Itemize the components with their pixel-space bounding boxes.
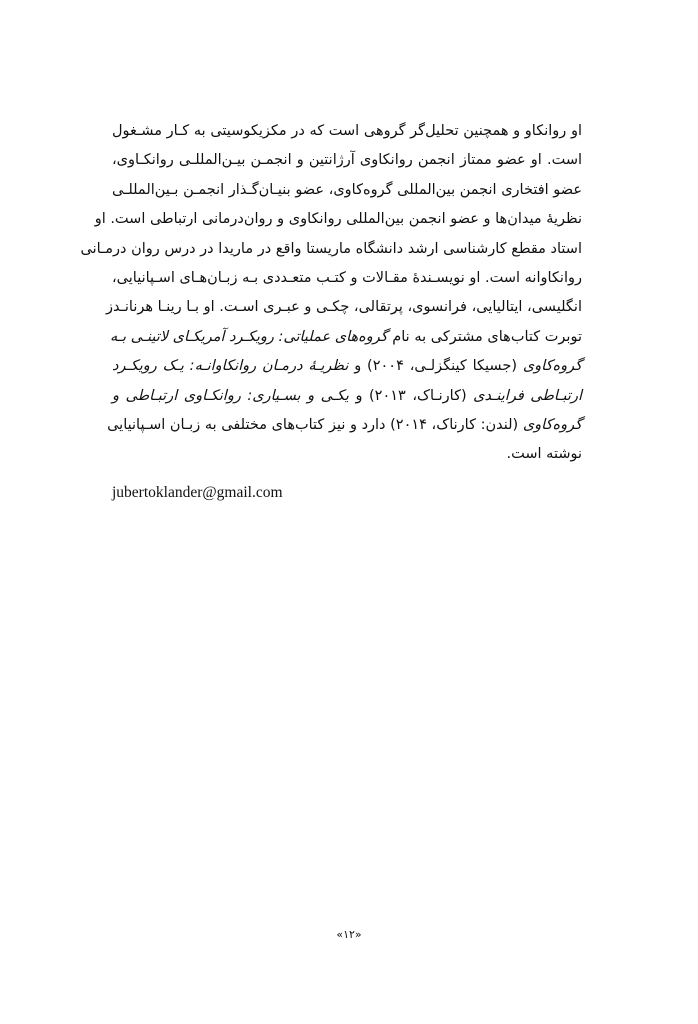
text-line [107,411,582,440]
book-title-italic: گروه‌کاوی [522,416,582,433]
author-biography-paragraph [80,117,583,470]
text-line: انگلیسی، ایتالیایی، فرانسوی، پرتقالی، چکـی و عبـری اسـت. او بـا رینـا هرنانـدز [106,299,582,316]
text-line [112,323,582,352]
text-line: است. او عضو ممتاز انجمن روانکاوی آرژانتین و انجمـن بیـن‌المللـی روانکـاوی، [112,152,582,169]
book-title-italic: یکـی و بسـیاری: روانکـاوی ارتبـاطی و [112,387,349,404]
text-segment: (جسیکا کینگزلـی، ۲۰۰۴) و [348,358,523,375]
text-line: استاد مقطع کارشناسی ارشد دانشگاه ماریستا واقع در ماریدا در درس روان درمـانی [80,240,582,257]
text-line: او روانکاو و همچنین تحلیل‌گر گروهی است که در مکزیکوسیتی به کـار مشـغول [112,123,582,139]
author-email: jubertoklander@gmail.com [112,484,283,501]
text-line [112,352,582,381]
text-segment: (لندن: کارناک، ۲۰۱۴) دارد و نیز کتاب‌های مختلفی به زبـان اسـپانیایی [107,416,523,433]
text-line [112,382,582,411]
text-segment: توبرت کتاب‌های مشترکی به نام [387,328,582,345]
book-title-italic: گروه‌های عملیاتی: رویکـرد آمریکـای لاتینـی بـه [110,328,388,345]
book-title-italic: نظریـۀ درمـان روانکاوانـه: یـک رویکـرد [112,358,349,375]
book-title-italic: ارتبـاطی فراینـدی [473,387,582,404]
text-line: نظریۀ میدان‌ها و عضو انجمن بین‌المللی روانکاوی و روان‌درمانی ارتباطی است. او [94,211,582,228]
text-line: روانکاوانه است. او نویسـندۀ مقـالات و کتـب متعـددی بـه زبـان‌هـای اسـپانیایی، [112,269,582,286]
book-title-italic: گروه‌کاوی [522,358,583,375]
page-number: «۱۲» [336,928,362,941]
text-line: نوشته است. [506,446,582,463]
text-segment: (کارنـاک، ۲۰۱۳) و [348,387,474,404]
text-line: عضو افتخاری انجمن بین‌المللی گروه‌کاوی، عضو بنیـان‌گـذار انجمـن بـین‌المللـی [112,181,582,198]
